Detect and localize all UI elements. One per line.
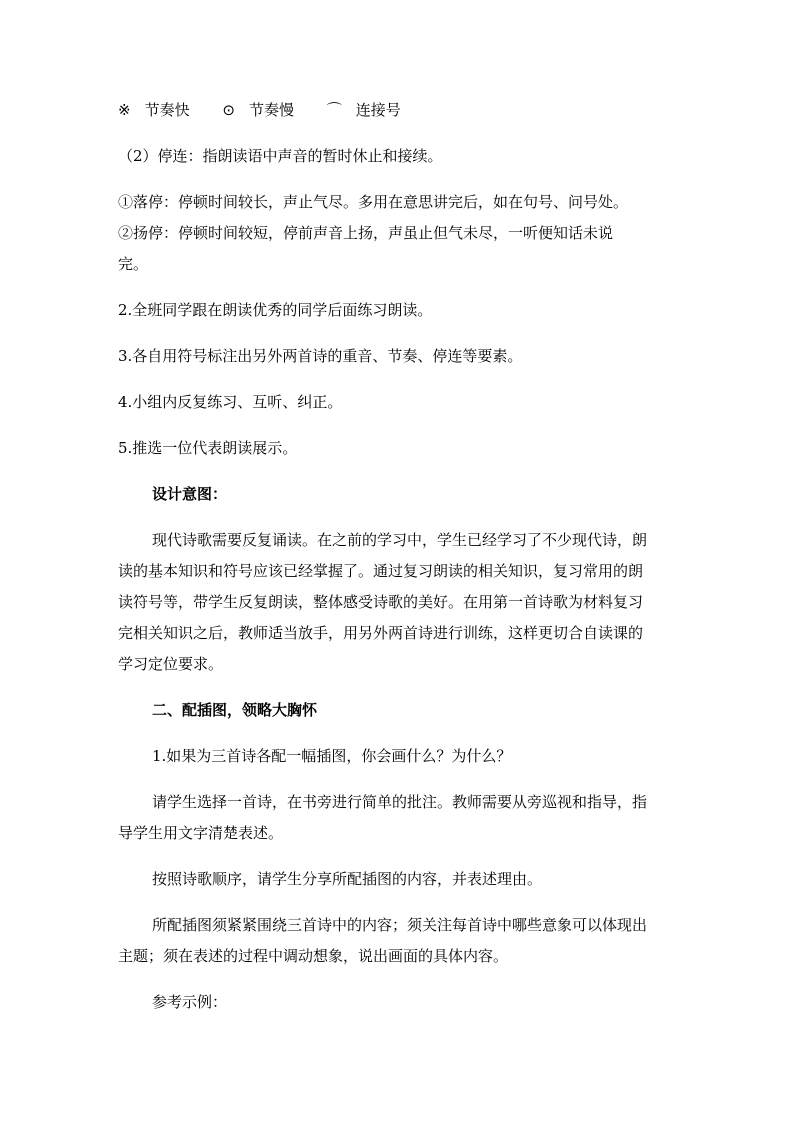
section-2-para-1-line-1: 请学生选择一首诗，在书旁进行简单的批注。教师需要从旁巡视和指导，指 xyxy=(152,793,648,811)
design-intent-line-5: 学习定位要求。 xyxy=(118,655,224,673)
pause-item-1: ①落停：停顿时间较长，声止气尽。多用在意思讲完后，如在句号、问号处。 xyxy=(118,193,629,211)
section-2-title: 二、配插图，领略大胸怀 xyxy=(152,701,318,719)
section-2-para-3-line-1: 所配插图须紧紧围绕三首诗中的内容；须关注每首诗中哪些意象可以体现出 xyxy=(152,916,648,934)
section-2-para-2: 按照诗歌顺序，请学生分享所配插图的内容，并表述理由。 xyxy=(152,870,543,888)
design-intent-line-1: 现代诗歌需要反复诵读。在之前的学习中，学生已经学习了不少现代诗，朗 xyxy=(152,531,648,549)
design-intent-line-2: 读的基本知识和符号应该已经掌握了。通过复习朗读的相关知识，复习常用的朗 xyxy=(118,562,644,580)
asterisk-icon: ※ xyxy=(118,101,131,119)
legend-item-fast: ※ 节奏快 xyxy=(118,101,190,119)
design-intent-line-4: 完相关知识之后，教师适当放手，用另外两首诗进行训练，这样更切合自读课的 xyxy=(118,624,644,642)
step-2: 2.全班同学跟在朗读优秀的同学后面练习朗读。 xyxy=(118,301,433,319)
step-4: 4.小组内反复练习、互听、纠正。 xyxy=(118,393,343,411)
design-intent-line-3: 读符号等，带学生反复朗读，整体感受诗歌的美好。在用第一首诗歌为材料复习 xyxy=(118,593,644,611)
legend-item-slow: ⊙ 节奏慢 xyxy=(222,101,294,119)
step-3: 3.各自用符号标注出另外两首诗的重音、节奏、停连等要素。 xyxy=(118,347,523,365)
symbol-legend xyxy=(118,103,678,118)
step-5: 5.推选一位代表朗读展示。 xyxy=(118,439,298,457)
circle-dot-icon: ⊙ xyxy=(222,101,235,119)
section-2-para-1-line-2: 导学生用文字清楚表述。 xyxy=(118,824,284,842)
pause-item-2: ②扬停：停顿时间较短，停前声音上扬，声虽止但气未尽，一听便知话未说 xyxy=(118,224,614,242)
design-intent-title: 设计意图： xyxy=(152,485,228,503)
section-2-para-3-line-2: 主题；须在表述的过程中调动想象，说出画面的具体内容。 xyxy=(118,947,509,965)
arc-icon: ⌒ xyxy=(326,101,342,119)
section-2-question-1: 1.如果为三首诗各配一幅插图，你会画什么？为什么？ xyxy=(152,747,512,765)
reference-label: 参考示例： xyxy=(152,993,228,1011)
legend-item-link: ⌒ 连接号 xyxy=(326,101,401,119)
pause-item-2-cont: 完。 xyxy=(118,255,149,273)
pause-heading: （2）停连：指朗读语中声音的暂时休止和接续。 xyxy=(118,147,443,165)
